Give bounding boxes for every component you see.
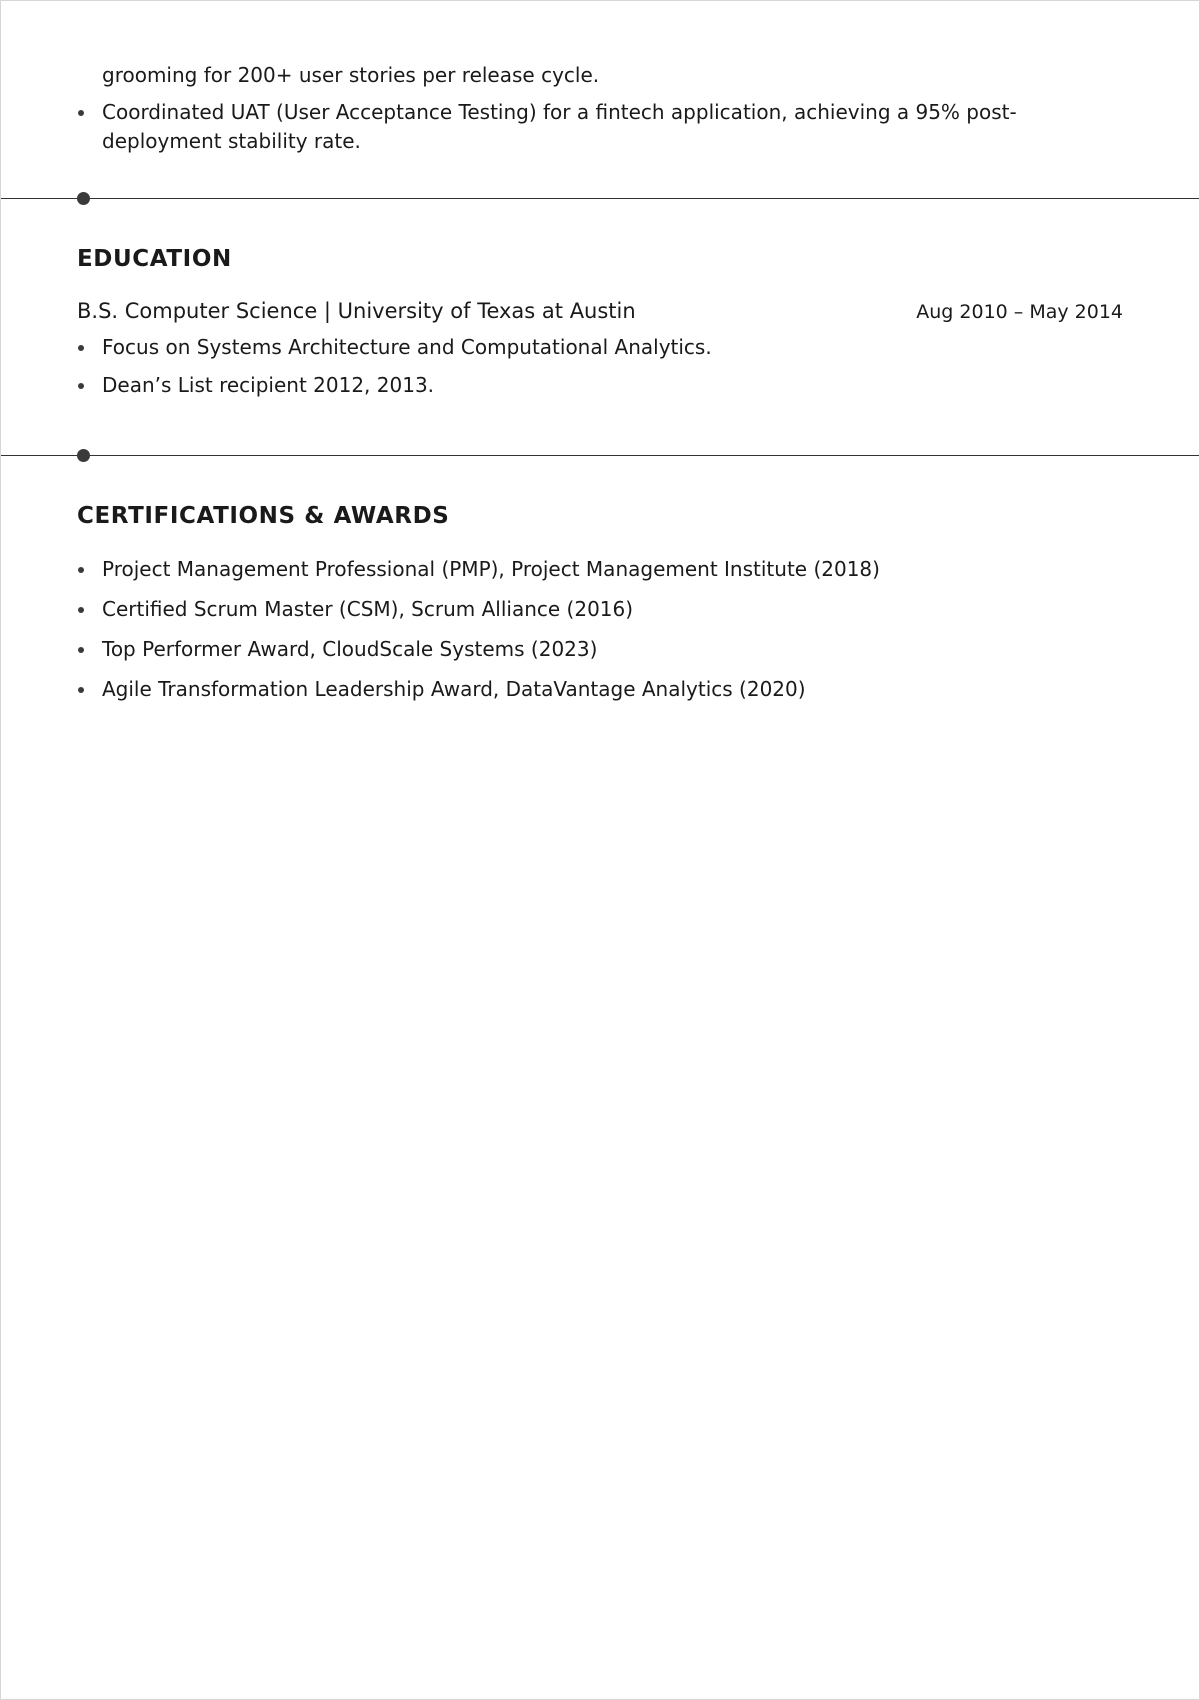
certification-item: Project Management Professional (PMP), Project Management Institute (2018) — [77, 555, 1123, 584]
education-bullet-item: Focus on Systems Architecture and Computational Analytics. — [77, 333, 1123, 362]
certification-item: Top Performer Award, CloudScale Systems (2023) — [77, 635, 1123, 664]
education-heading: EDUCATION — [77, 246, 232, 272]
experience-bullet-item: Coordinated UAT (User Acceptance Testing) for a fintech application, achieving a 95% post-deployment stability rate. — [77, 98, 1123, 156]
certification-item: Certified Scrum Master (CSM), Scrum Alliance (2016) — [77, 595, 1123, 624]
certification-item: Agile Transformation Leadership Award, DataVantage Analytics (2020) — [77, 675, 1123, 704]
experience-bullet-list — [77, 61, 1123, 156]
certifications-bullet-list — [77, 555, 1123, 704]
education-section — [77, 246, 1123, 400]
experience-bullet-item: grooming for 200+ user stories per release cycle. — [102, 63, 600, 87]
education-degree: B.S. Computer Science | University of Texas at Austin — [77, 299, 636, 323]
education-dates: Aug 2010 – May 2014 — [916, 301, 1123, 323]
education-bullet-list — [77, 333, 1123, 400]
section-divider — [1, 198, 1199, 199]
experience-continuation — [77, 61, 1123, 156]
certifications-section — [77, 503, 1123, 704]
divider-dot-icon — [77, 449, 90, 462]
section-divider — [1, 455, 1199, 456]
education-bullet-item: Dean’s List recipient 2012, 2013. — [77, 371, 1123, 400]
certifications-heading: CERTIFICATIONS & AWARDS — [77, 503, 450, 529]
divider-dot-icon — [77, 192, 90, 205]
education-entry-header — [77, 299, 1123, 323]
